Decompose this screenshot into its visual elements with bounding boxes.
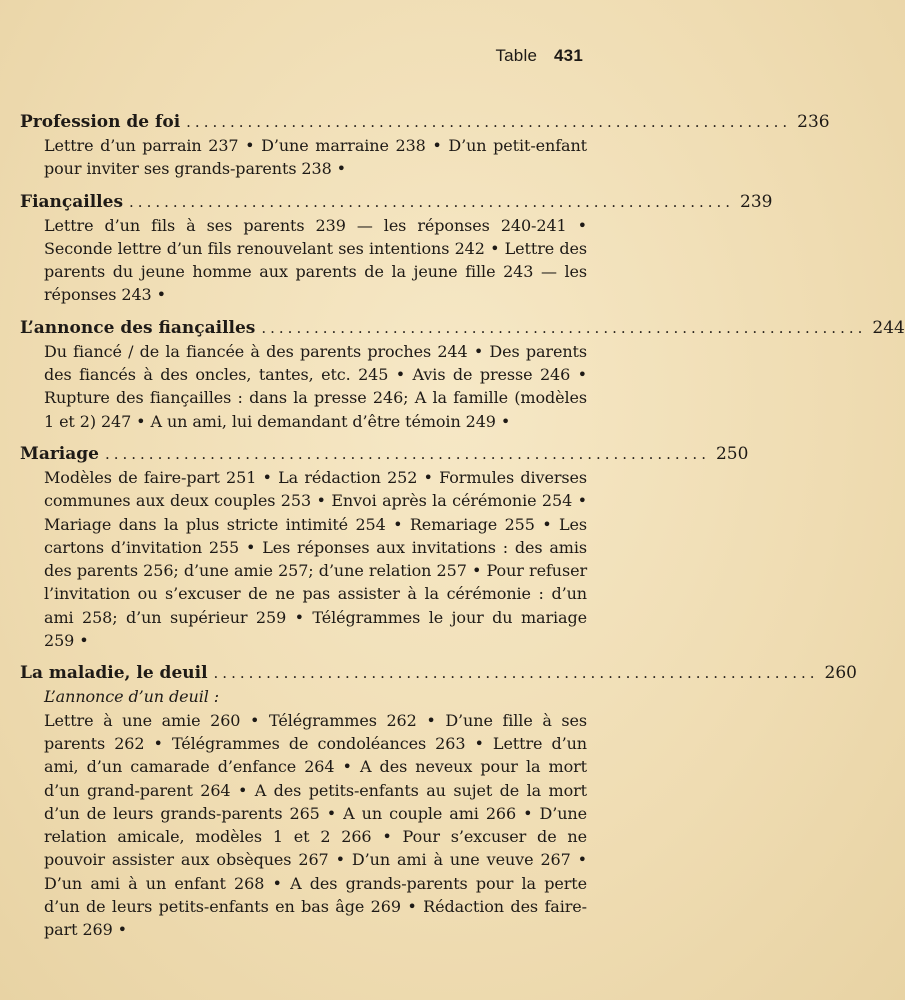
header-label: Table (495, 46, 538, 65)
toc-section (20, 190, 773, 307)
toc-heading (20, 442, 749, 466)
section-title: La maladie, le deuil (20, 663, 208, 684)
toc-section (20, 442, 749, 652)
section-entries: Modèles de faire-part 251 • La rédaction 252 • Formules diverses communes aux deux couples 253 • Envoi après la cérémonie 254 • Mariage dans la plus stricte intimité 254 • Remariage 255 • Les cartons d’invitation 255 • Les réponses aux invitations : des amis des parents 256; d’une amie 257; d’une relation 257 • Pour refuser l’invitation ou s’excuser de ne pas assister à la cérémonie : d’un ami 258; d’un supérieur 259 • Télégrammes le jour du mariage 259 • (44, 467, 587, 651)
section-entries: Lettre d’un parrain 237 • D’une marraine 238 • D’un petit-enfant pour inviter ses grands-parents 238 • (44, 136, 587, 179)
dot-leader: ..................................................................... (213, 664, 819, 683)
dot-leader: ..................................................................... (104, 444, 710, 463)
toc-heading (20, 661, 857, 685)
toc-heading (20, 110, 830, 134)
dot-leader: ..................................................................... (186, 113, 792, 131)
page-number: 431 (554, 46, 583, 65)
section-title: Profession de foi (20, 112, 181, 132)
toc-heading (20, 190, 773, 214)
section-page: 260 (824, 663, 857, 684)
dot-leader: ..................................................................... (129, 192, 735, 211)
toc-section (20, 661, 857, 941)
section-page: 236 (797, 112, 830, 132)
section-entries: Lettre à une amie 260 • Télégrammes 262 • D’une fille à ses parents 262 • Télégrammes de condoléances 263 • Lettre d’un ami, d’un camarade d’enfance 264 • A des neveux pour la mort d’un grand-parent 264 • A des petits-enfants au sujet de la mort d’un de leurs grands-parents 265 • A un couple ami 266 • D’une relation amicale, modèles 1 et 2 266 • Pour s’excuser de ne pouvoir assister aux obsèques 267 • D’un ami à une veuve 267 • D’un ami à un enfant 268 • A des grands-parents pour la perte d’un de leurs petits-enfants en bas âge 269 • Rédaction des faire-part 269 • (44, 710, 587, 940)
section-subtitle: L’annonce d’un deuil : (44, 687, 220, 707)
section-page: 239 (740, 191, 773, 212)
section-title: Mariage (20, 443, 99, 464)
toc-section (20, 316, 905, 433)
section-entries: Du fiancé / de la fiancée à des parents proches 244 • Des parents des fiancés à des oncles, tantes, etc. 245 • Avis de presse 246 • Rupture des fiançailles : dans la presse 246; A la famille (modèles 1 et 2) 247 • A un ami, lui demandant d’être témoin 249 • (44, 341, 587, 431)
section-title: Fiançailles (20, 191, 124, 212)
section-entries-container (44, 685, 587, 941)
toc-heading (20, 316, 905, 340)
section-title: L’annonce des fiançailles (20, 317, 256, 338)
section-page: 244 (872, 317, 905, 338)
section-entries: Lettre d’un fils à ses parents 239 — les réponses 240-241 • Seconde lettre d’un fils renouvelant ses intentions 242 • Lettre des parents du jeune homme aux parents de la jeune fille 243 — les réponses 243 • (44, 215, 587, 305)
section-page: 250 (715, 443, 749, 464)
running-header (495, 46, 583, 66)
dot-leader: ..................................................................... (261, 318, 867, 337)
table-of-contents (20, 110, 905, 951)
toc-section (20, 110, 830, 181)
